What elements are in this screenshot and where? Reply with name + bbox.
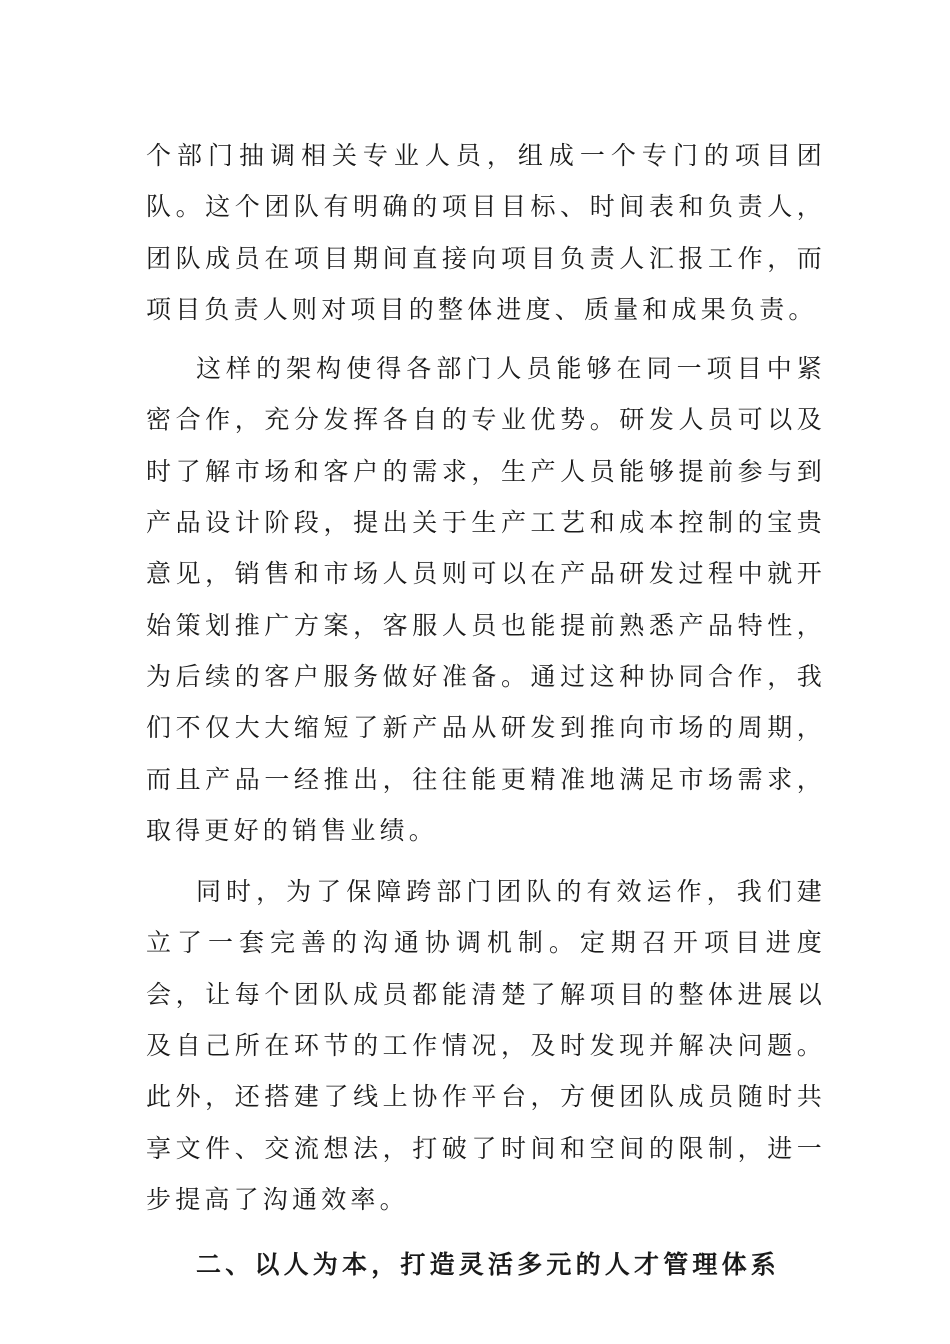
- section-heading: 二、以人为本，打造灵活多元的人才管理体系: [196, 1250, 781, 1280]
- paragraph-continuation: 个部门抽调相关专业人员，组成一个专门的项目团队。这个团队有明确的项目目标、时间表和负责人，团队成员在项目期间直接向项目负责人汇报工作，而项目负责人则对项目的整体进度、质量和成果负责。: [146, 141, 826, 324]
- document-body: [146, 130, 826, 1291]
- paragraph-team-structure: 这样的架构使得各部门人员能够在同一项目中紧密合作，充分发挥各自的专业优势。研发人员可以及时了解市场和客户的需求，生产人员能够提前参与到产品设计阶段，提出关于生产工艺和成本控制的宝贵意见，销售和市场人员则可以在产品研发过程中就开始策划推广方案，客服人员也能提前熟悉产品特性，为后续的客户服务做好准备。通过这种协同合作，我们不仅大大缩短了新产品从研发到推向市场的周期，而且产品一经推出，往往能更精准地满足市场需求，取得更好的销售业绩。: [146, 354, 826, 845]
- paragraph-communication-mechanism: 同时，为了保障跨部门团队的有效运作，我们建立了一套完善的沟通协调机制。定期召开项目进度会，让每个团队成员都能清楚了解项目的整体进展以及自己所在环节的工作情况，及时发现并解决问题。此外，还搭建了线上协作平台，方便团队成员随时共享文件、交流想法，打破了时间和空间的限制，进一步提高了沟通效率。: [146, 877, 826, 1214]
